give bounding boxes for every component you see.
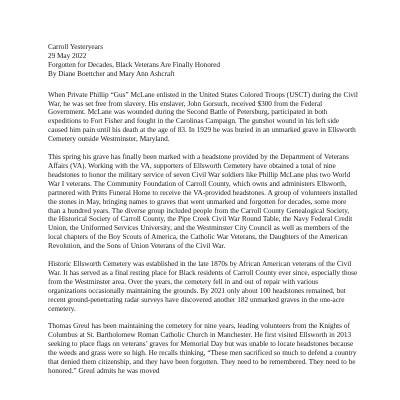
- publication-name: Carroll Yesteryears: [48, 42, 103, 51]
- paragraph-cemetery-history: Historic Ellsworth Cemetery was established in the late 1870s by African American veterans of the Civil War. It has served as a final resting place for Black residents of Carroll County ever since, especially those from the Westminster area. Over the years, the cemetery fell in and out of repair with various organizations occasionally maintaining the grounds. By 2021 only about 100 headstones remained, but recent ground-penetrating radar surveys have discovered another 182 unmarked graves in the one-acre cemetery.: [48, 259, 358, 313]
- publication-date: 29 May 2022: [48, 50, 87, 60]
- article: [48, 43, 358, 385]
- article-header: [48, 43, 358, 79]
- article-title: Forgotten for Decades, Black Veterans Are Finally Honored: [48, 59, 220, 69]
- paragraph-greul-maintenance: Thomas Greul has been maintaining the cemetery for nine years, leading volunteers from the Knights of Columbus at St. Bartholomew Roman Catholic Church in Manchester. He first visited Ellsworth in 2013 seeking to place flags on veterans’ graves for Memorial Day but was unable to locate headstones because the weeds and grass were so high. He recalls thinking, “These men sacrificed so much to defend a country that denied them citizenship, and they have been forgotten. They need to be remembered. They need to be honored.” Greul admits he was moved: [48, 321, 357, 375]
- article-byline: By Diane Boettcher and Mary Ann Ashcraft: [48, 68, 175, 78]
- paragraph-headstones: This spring his grave has finally been marked with a headstone provided by the Department of Veterans Affairs (VA). Working with the VA, supporters of Ellsworth Cemetery have obtained a total of nine headstones to honor the military service of seven Civil War soldiers like Phillip McLane plus two World War I veterans. The Community Foundation of Carroll County, which owns and administers Ellsworth, partnered with Pritts Funeral Home to receive the VA-provided headstones. A group of volunteers installed the stones in May, bringing names to graves that went unmarked and forgotten for decades, some more than a hundred years. The diverse group included people from the Carroll County Genealogical Society, the Historical Society of Carroll County, the Pipe Creek Civil War Round Table, the Navy Federal Credit Union, the Uniformed Services University, and the Westminster City Council as well as members of the local chapters of the Boy Scouts of America, the Catholic War Veterans, the Daughters of the American Revolution, and the Sons of Union Veterans of the Civil War.: [48, 152, 358, 251]
- paragraph-mclane-service: When Private Phillip “Gus” McLane enlisted in the United States Colored Troops (USCT) during the Civil War, he was set free from slavery. His enslaver, John Gorsuch, received $300 from the Federal Government. McLane was wounded during the Second Battle of Petersburg, participated in both expeditions to Fort Fisher and fought in the Carolinas Campaign. The gunshot wound in his left side caused him pain until his death at the age of 83. In 1929 he was buried in an unmarked grave in Ellsworth Cemetery outside Westminster, Maryland.: [48, 89, 358, 144]
